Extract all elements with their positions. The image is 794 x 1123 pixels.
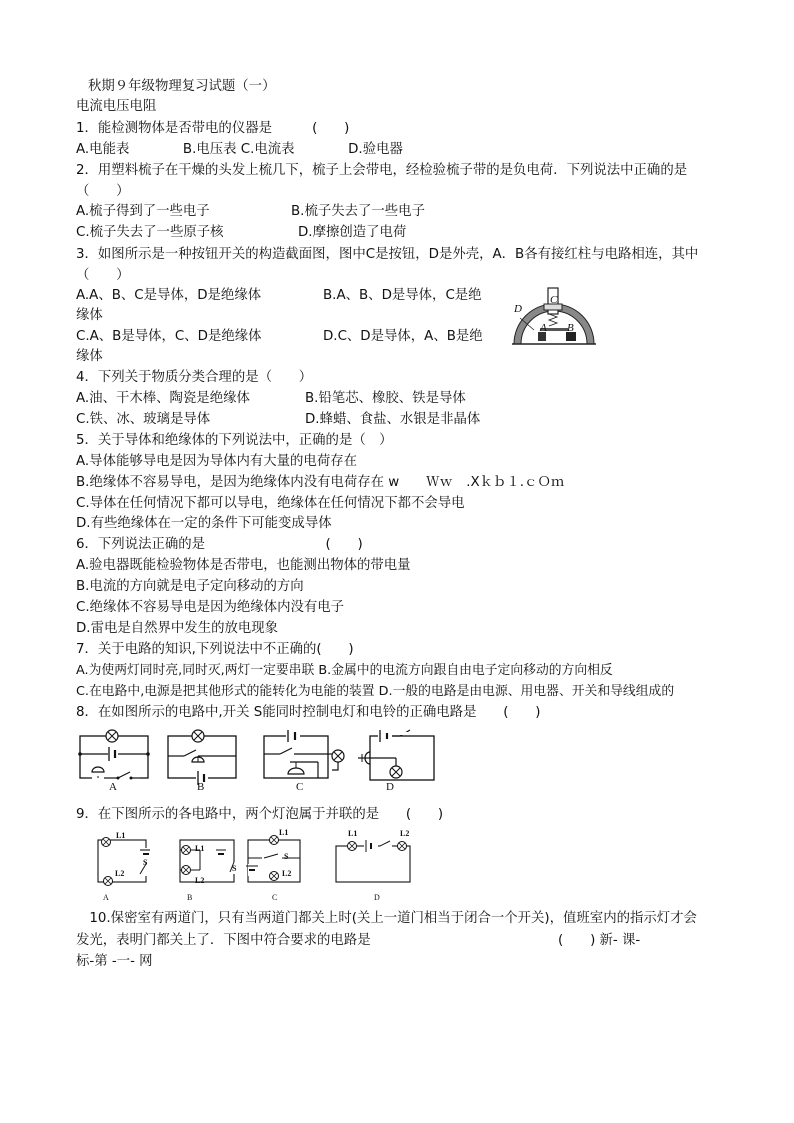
q9b-l2: L2 xyxy=(195,876,205,885)
q2-option-c: C.梳子失去了一些原子核 xyxy=(76,225,224,240)
q6-option-d: D.雷电是自然界中发生的放电现象 xyxy=(76,621,279,636)
q2-option-b: B.梳子失去了一些电子 xyxy=(291,204,425,219)
q5-option-d: D.有些绝缘体在一定的条件下可能变成导体 xyxy=(76,516,332,531)
label-d: D xyxy=(514,303,522,315)
q1-options: A.电能表 B.电压表 C.电流表 D.验电器 xyxy=(76,142,403,157)
q8-label-a: A xyxy=(109,781,117,793)
label-a: A xyxy=(540,322,547,334)
q4-option-d: D.蜂蜡、食盐、水银是非晶体 xyxy=(305,412,481,427)
q8-label-d: D xyxy=(386,781,394,793)
q8-label-c: C xyxy=(296,781,304,793)
q10-line1: 10.保密室有两道门，只有当两道门都关上时(关上一道门相当于闭合一个开关)，值班室内的指示灯才会 xyxy=(76,911,697,926)
q3-stem: 3．如图所示是一种按钮开关的构造截面图，图中C是按钮，D是外壳，A．B各有接红柱与电路相连，其中（ ） xyxy=(76,247,699,283)
q2-stem: 2．用塑料梳子在干燥的头发上梳几下，梳子上会带电，经检验梳子带的是负电荷．下列说法中正确的是（ ） xyxy=(76,163,688,199)
section-title: 电流电压电阻 xyxy=(76,99,157,114)
q5-option-a: A.导体能够导电是因为导体内有大量的电荷存在 xyxy=(76,454,357,469)
q8-stem: 8．在如图所示的电路中,开关 S能同时控制电灯和电铃的正确电路是 ( ) xyxy=(76,705,541,720)
q3-option-c: C.A、B是导体，C、D是绝缘体 xyxy=(76,329,262,344)
q8-circuit-c xyxy=(262,728,350,782)
q4-option-a: A.油、干木棒、陶瓷是绝缘体 xyxy=(76,391,250,406)
q9d-l2: L2 xyxy=(400,829,410,838)
q9-label-c: C xyxy=(272,893,278,902)
q9-circuit-d xyxy=(334,834,414,884)
q9c-s: S xyxy=(284,852,289,861)
q2-option-d: D.摩擦创造了电荷 xyxy=(298,225,407,240)
q10-line3: 标-第 -一- 网 xyxy=(76,954,153,969)
q5-stem: 5．关于导体和绝缘体的下列说法中，正确的是（ ） xyxy=(76,433,393,448)
q9c-l2: L2 xyxy=(282,869,292,878)
q6-option-b: B.电流的方向就是电子定向移动的方向 xyxy=(76,579,304,594)
q9-label-d: D xyxy=(374,893,380,902)
q9a-s: S xyxy=(143,858,148,867)
q9a-l1: L1 xyxy=(116,831,126,840)
q2-option-a: A.梳子得到了一些电子 xyxy=(76,204,210,219)
q5-option-b: B.绝缘体不容易导电，是因为绝缘体内没有电荷存在 w Ｗｗ .Xｋｂ１.ｃＯｍ xyxy=(76,475,565,490)
q9-circuit-b xyxy=(170,834,240,886)
q7-options-line1: A.为使两灯同时亮,同时灭,两灯一定要串联 B.金属中的电流方向跟自由电子定向移动的方向相反 xyxy=(76,663,613,678)
q9-stem: 9．在下图所示的各电路中，两个灯泡属于并联的是 ( ) xyxy=(76,807,444,822)
q9-label-a: A xyxy=(103,893,109,902)
q6-option-c: C.绝缘体不容易导电是因为绝缘体内没有电子 xyxy=(76,600,345,615)
q9-circuit-c xyxy=(246,832,306,888)
q9b-l1: L1 xyxy=(195,844,205,853)
q4-option-b: B.铅笔芯、橡胶、铁是导体 xyxy=(305,391,466,406)
q4-stem: 4．下列关于物质分类合理的是（ ） xyxy=(76,370,313,385)
q8-label-b: B xyxy=(197,781,205,793)
q9a-l2: L2 xyxy=(115,869,125,878)
q7-options-line2: C.在电路中,电源是把其他形式的能转化为电能的装置 D.一般的电路是由电源、用电器、开关和导线组成的 xyxy=(76,684,675,699)
q4-option-c: C.铁、冰、玻璃是导体 xyxy=(76,412,211,427)
q6-option-a: A.验电器既能检验物体是否带电，也能测出物体的带电量 xyxy=(76,558,411,573)
q8-circuit-b xyxy=(166,732,238,782)
page-title: 秋期９年级物理复习试题（一） xyxy=(88,79,276,94)
q7-stem: 7．关于电路的知识,下列说法中不正确的( ) xyxy=(76,642,354,657)
label-b: B xyxy=(567,322,574,334)
q3-option-b-cont: 缘体 xyxy=(76,308,103,323)
q6-stem: 6．下列说法正确的是 ( ) xyxy=(76,537,363,552)
q9-label-b: B xyxy=(187,893,193,902)
q9c-l1: L1 xyxy=(279,828,289,837)
q3-option-b: B.A、B、D是导体，C是绝 xyxy=(323,288,482,303)
q8-circuit-d xyxy=(356,732,436,782)
q3-option-d-cont: 缘体 xyxy=(76,349,103,364)
q9b-s: S xyxy=(232,864,237,873)
button-switch-diagram xyxy=(508,282,598,350)
q8-circuit-a xyxy=(78,732,150,782)
q10-line2: 发光，表明门都关上了．下图中符合要求的电路是 ( ) 新- 课- xyxy=(76,933,641,948)
q1-stem: 1．能检测物体是否带电的仪器是 ( ) xyxy=(76,121,350,136)
q3-option-d: D.C、D是导体，A、B是绝 xyxy=(323,329,483,344)
label-c: C xyxy=(550,294,558,306)
q5-option-c: C.导体在任何情况下都可以导电，绝缘体在任何情况下都不会导电 xyxy=(76,496,465,511)
q3-option-a: A.A、B、C是导体，D是绝缘体 xyxy=(76,288,262,303)
q9d-l1: L1 xyxy=(348,829,358,838)
